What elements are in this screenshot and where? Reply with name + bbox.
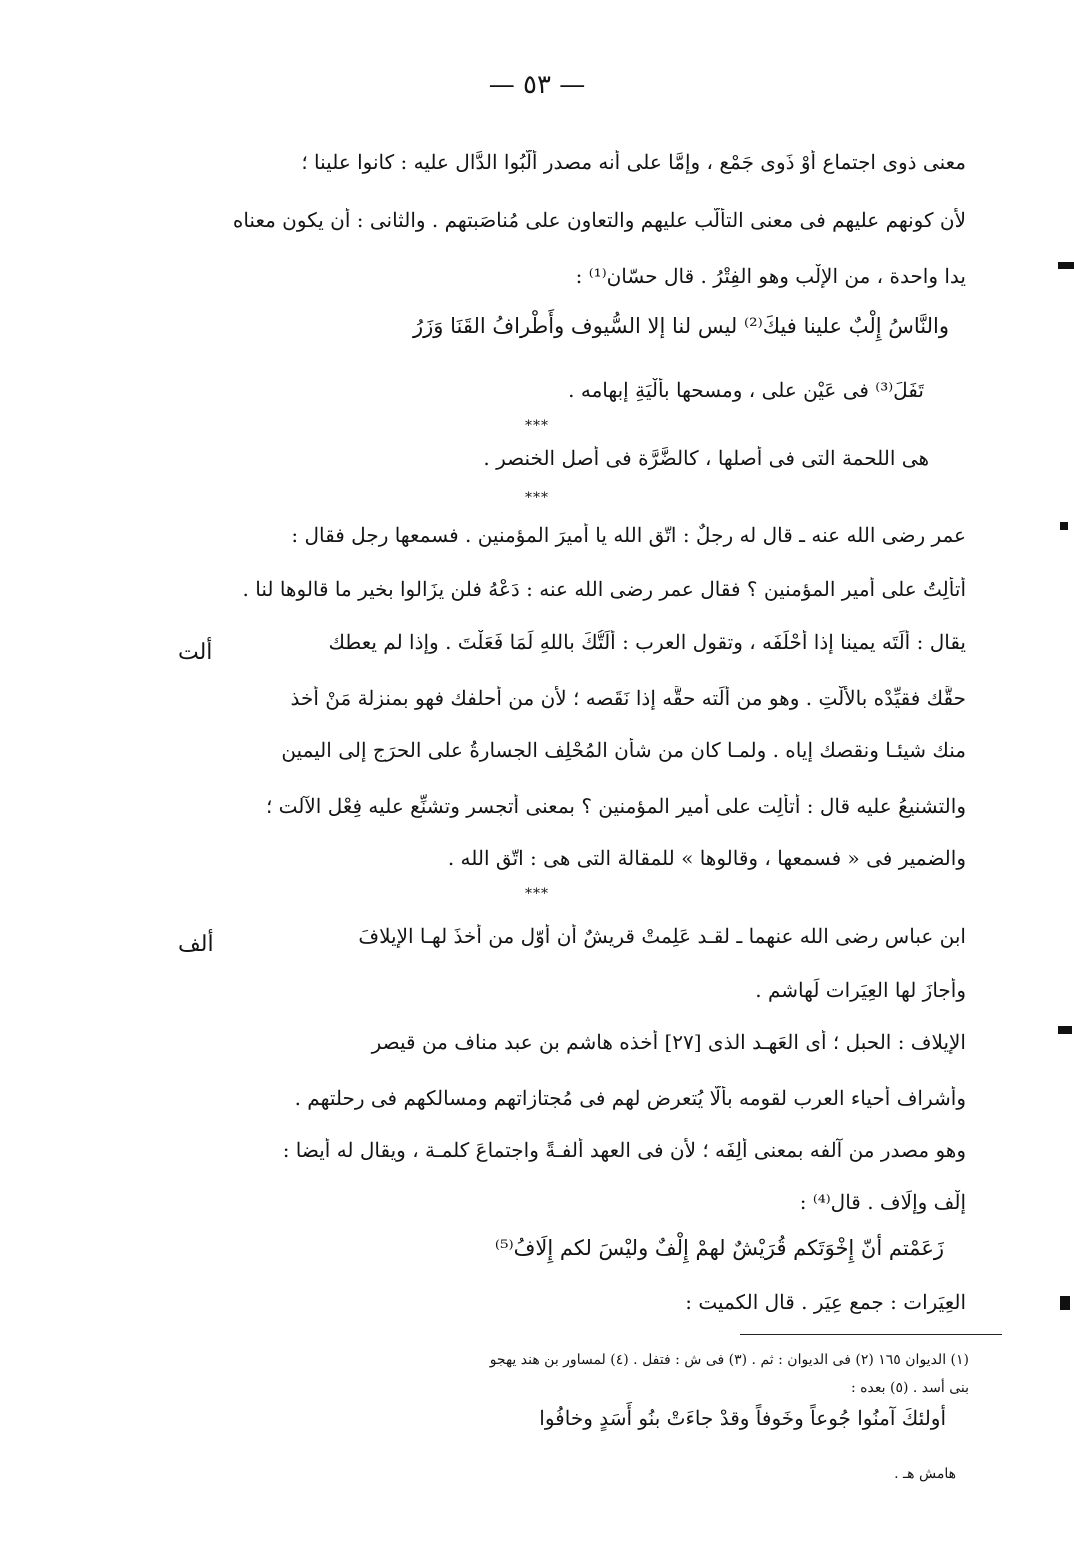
footnote-line: بنى أسد . (٥) بعده :	[851, 1380, 969, 1396]
footnote-rule	[740, 1334, 1002, 1335]
text-line: لأن كونهم عليهم فى معنى التألّب عليهم والتعاون على مُناصَبتهم . والثانى : أن يكون معناه	[232, 208, 966, 232]
scan-mark	[1058, 262, 1074, 269]
text-line: منك شيئـا ونقصك إياه . ولمـا كان من شأن المُحْلِف الجسارةُ على الحرَج إلى اليمين	[281, 738, 966, 762]
section-separator: ***	[525, 490, 549, 506]
section-separator: ***	[525, 418, 549, 434]
text-line: هى اللحمة التى فى أصلها ، كالضَّرَّة فى أصل الخنصر .	[483, 446, 929, 470]
text-line: إِلْف وإِلَاف . قال⁽⁴⁾ :	[799, 1190, 966, 1214]
text-line: وأَجازَ لها العِيَرات لَهاشم .	[755, 978, 966, 1002]
text-line: العِيَرات : جمع عِيَر . قال الكميت :	[685, 1290, 966, 1314]
page-number: — ٥٣ —	[488, 70, 586, 100]
text-line: وأشراف أحياء العرب لقومه بألّا يُتعرض لهم فى مُجتازاتهم ومسالكهم فى رحلتهم .	[294, 1086, 966, 1110]
margin-headword: ألف	[178, 932, 214, 957]
footnote-verse: أولئكَ آمنُوا جُوعاً وخَوفاً وقدْ جاءَتْ بنُو أَسَدٍ وخافُوا	[539, 1406, 946, 1430]
text-line: والضمير فى « فسمعها ، وقالوها » للمقالة التى هى : اتّقِ الله .	[447, 846, 966, 870]
text-line: معنى ذوى اجتماع أوْ ذَوِى جَمْع ، وإمَّا على أنه مصدر ألَّبُوا الدَّال عليه : كانوا علينا ؛	[301, 150, 966, 174]
text-line: حقَّك فقيِّدْه بالأَلْتِ . وهو من أَلَته حقَّه إذا نَقَصه ؛ لأن من أحلفك فهو بمنزلة مَنْ أخذ	[290, 686, 966, 710]
text-line: يقال : أَلَتَه يمينا إذا أحْلَفَه ، وتقول العرب : أَلَتُّكَ باللهِ لَمَا فَعَلْتَ . وإذا لم يعطك	[328, 630, 966, 654]
scan-mark	[1060, 522, 1068, 530]
footnote-line: هامش هـ .	[894, 1466, 956, 1482]
poem-verse: زَعَمْتم أنّ إِخْوَتَكم قُرَيْشٌ لهمْ إِلْفٌ وليْسَ لكم إِلَافُ⁽⁵⁾	[494, 1236, 944, 1260]
text-line: والتشنيعُ عليه قال : أتأْلِت على أميرِ المؤمنين ؟ بمعنى أتجسر وتشنِّع عليه فِعْل الآلت ؛	[265, 794, 966, 818]
text-line: تَفَلَ⁽³⁾ فى عَيْنِ على ، ومسحها بأَلْيَةِ إبهامه .	[568, 378, 924, 402]
scan-mark	[1060, 1296, 1070, 1310]
scan-mark	[1058, 1026, 1072, 1034]
text-line: ابن عباس رضى الله عنهما ـ لقـد عَلِمتْ قريشٌ أن أوّل من أخذَ لهـا الإِيلافَ	[358, 924, 966, 948]
text-line: الإِيلاف : الحبل ؛ أى العَهـد الذى [٢٧] أخذه هاشم بن عبد مناف من قيصر	[371, 1030, 966, 1054]
section-separator: ***	[525, 886, 549, 902]
text-line: أَتأْلِتُ على أميرِ المؤمنين ؟ فقال عمر رضى الله عنه : دَعْهُ فلن يزَالوا بخير ما قالوها لنا .	[242, 577, 966, 601]
poem-verse: والنَّاسُ إِلْبٌ علينا فيكَ⁽²⁾ ليس لنا إلا السُّيوف وأَطْرافُ القَنَا وَزَرُ	[413, 314, 949, 338]
text-line: يدا واحدة ، من الإِلْب وهو الفِتْرُ . قال حسّان⁽¹⁾ :	[575, 264, 966, 288]
text-line: وهو مصدر من آلفه بمعنى أَلِفَه ؛ لأن فى العهد ألفـةً واجتماعَ كلمـة ، ويقال له أيضا :	[282, 1138, 966, 1162]
text-line: عمر رضى الله عنه ـ قال له رجلٌ : اتّقِ الله يا أميرَ المؤمنين . فسمعها رجل فقال :	[291, 523, 966, 547]
footnote-line: (١) الديوان ١٦٥ (٢) فى الديوان : ثم . (٣) فى ش : فتفل . (٤) لمساور بن هند يهجو	[489, 1352, 969, 1368]
margin-headword: ألت	[178, 640, 213, 665]
